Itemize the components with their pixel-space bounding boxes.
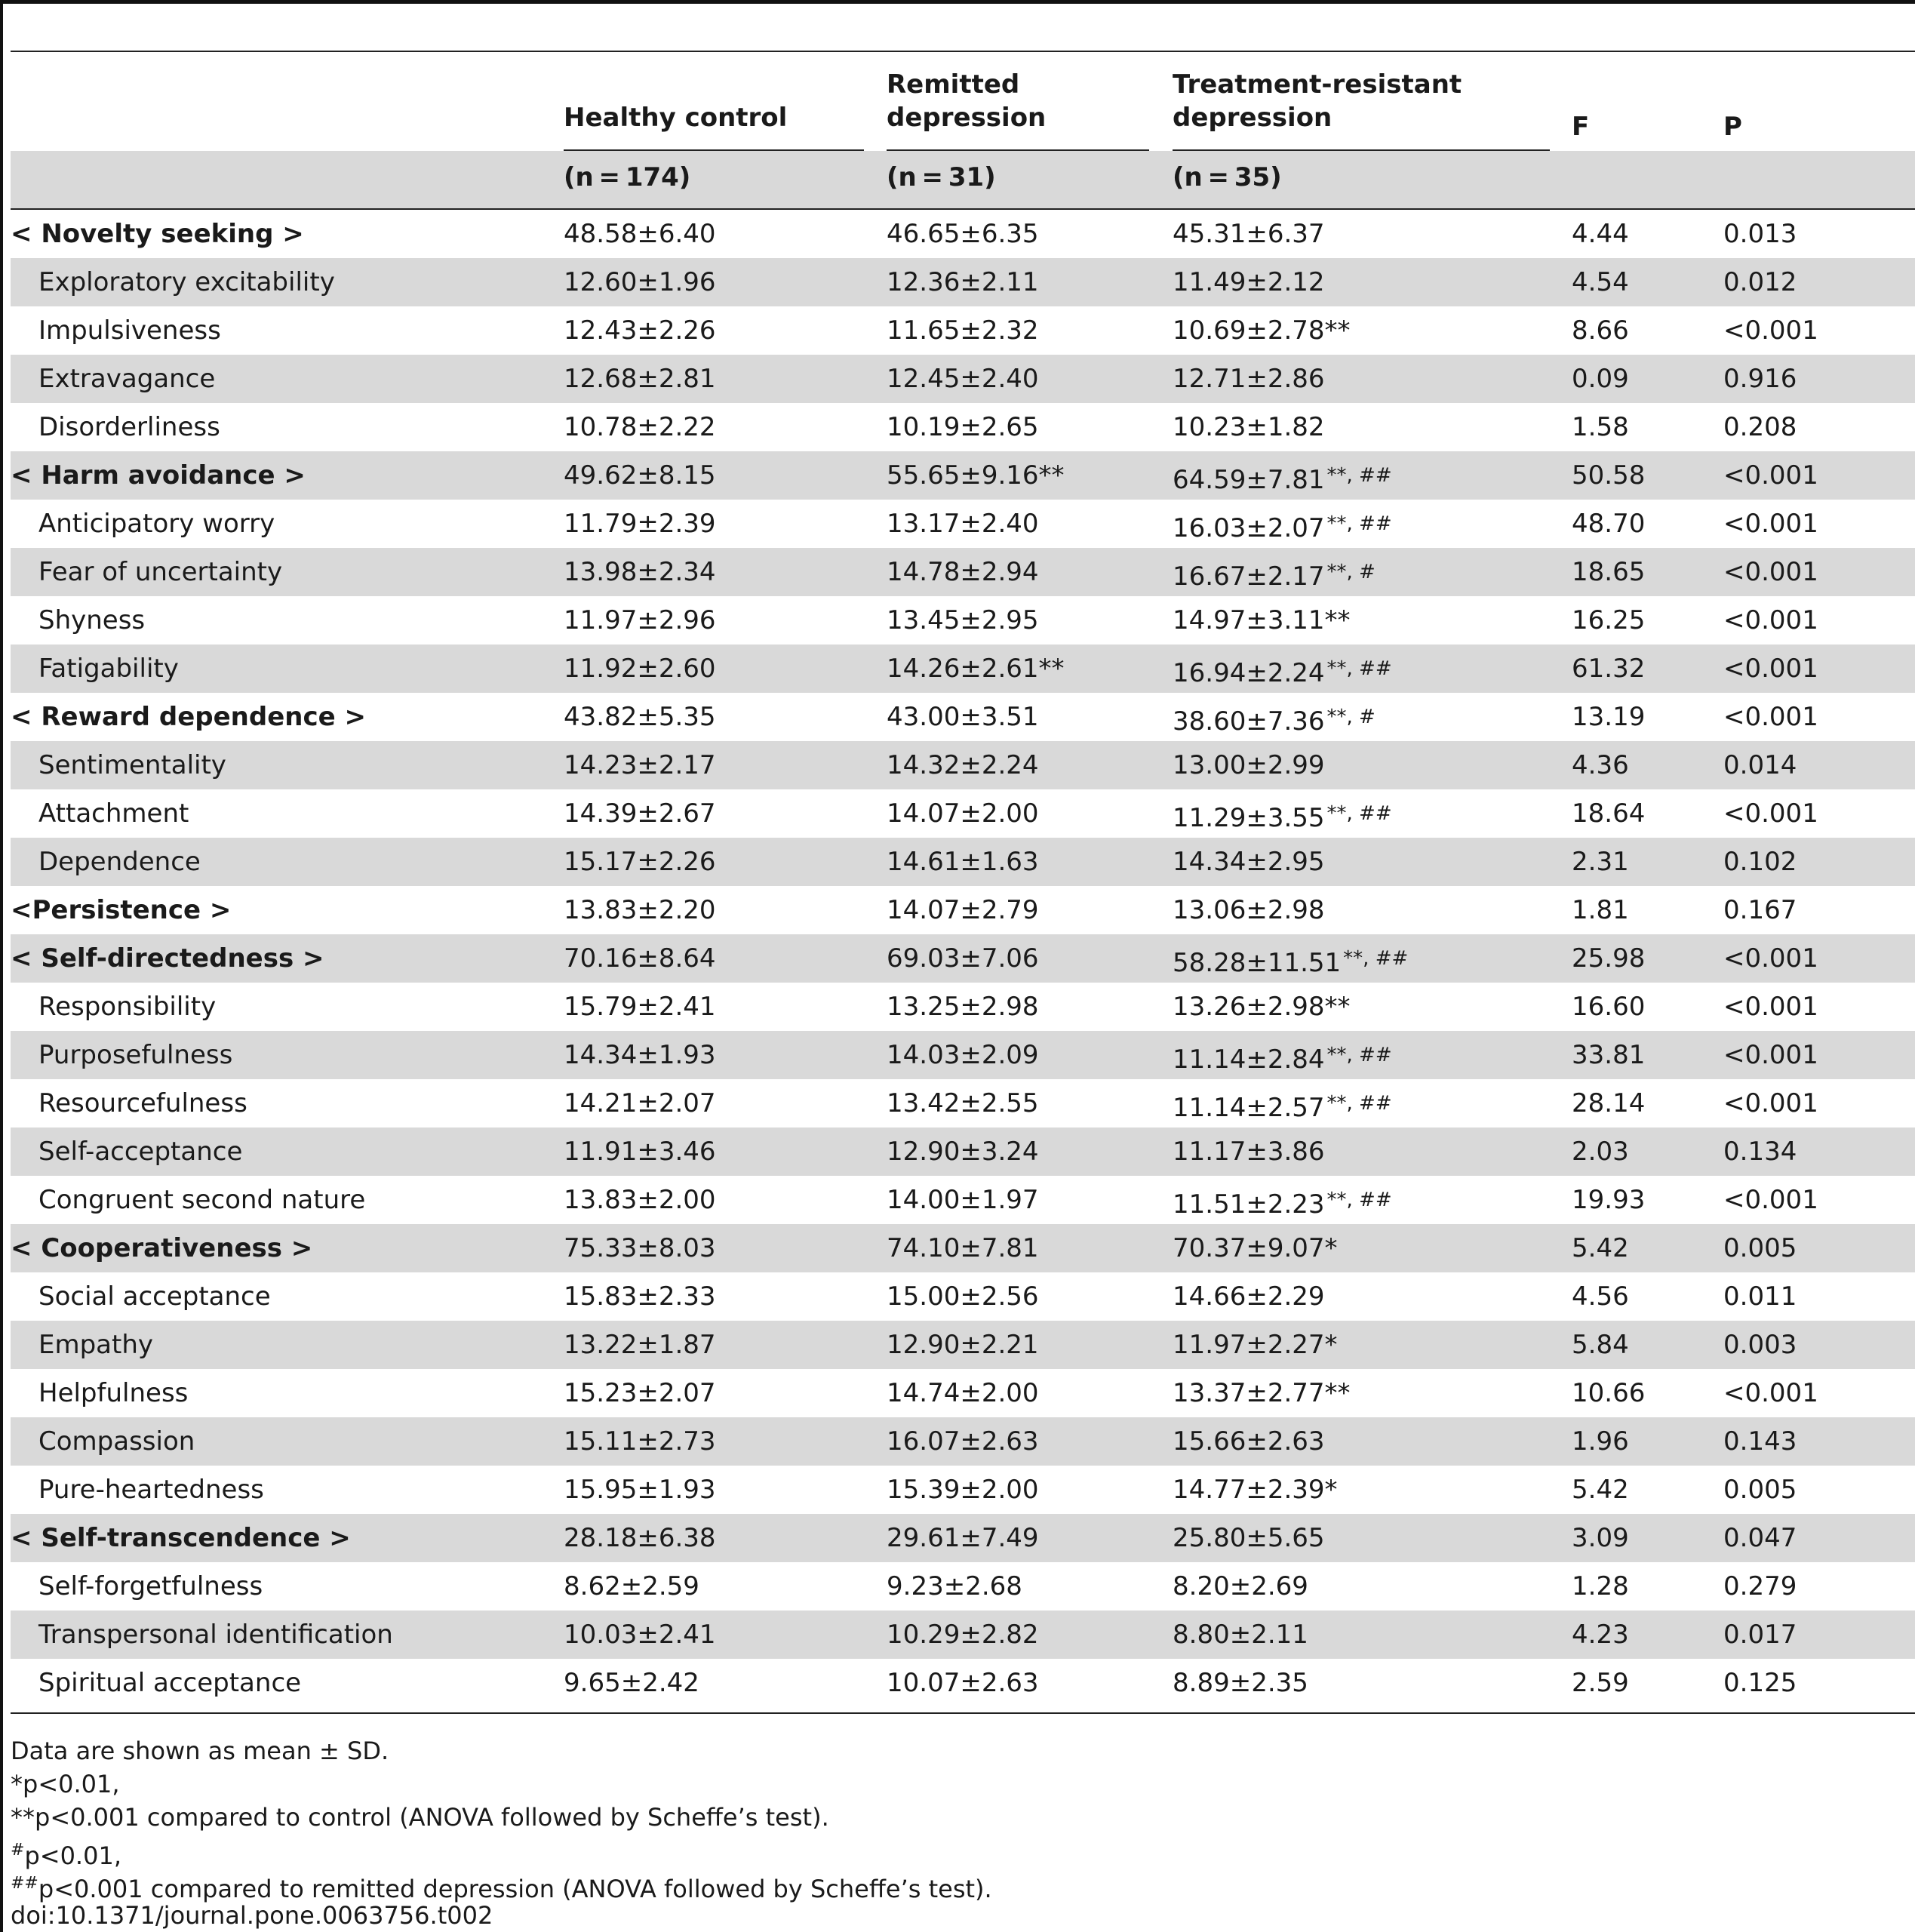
healthy-control-value: 13.22±1.87	[564, 1330, 716, 1360]
p-value: <0.001	[1723, 315, 1818, 346]
f-statistic: 10.66	[1572, 1378, 1646, 1408]
remitted-depression-value: 13.42±2.55	[887, 1088, 1039, 1118]
treatment-resistant-value: 45.31±6.37	[1173, 219, 1325, 249]
table-row	[11, 1128, 1915, 1176]
p-value: <0.001	[1723, 798, 1818, 829]
treatment-resistant-cell	[1173, 1659, 1308, 1707]
subscale-label: Anticipatory worry	[38, 509, 275, 539]
p-value: <0.001	[1723, 992, 1818, 1022]
table-row	[11, 1176, 1915, 1224]
table-row	[11, 1224, 1915, 1272]
table-row	[11, 548, 1915, 596]
treatment-resistant-cell	[1173, 1611, 1308, 1659]
p-value: 0.017	[1723, 1620, 1797, 1650]
treatment-resistant-cell	[1173, 403, 1325, 451]
treatment-resistant-cell	[1173, 1417, 1325, 1466]
remitted-depression-value: 12.45±2.40	[887, 364, 1039, 394]
subscale-label: Empathy	[38, 1330, 154, 1360]
table-row	[11, 500, 1915, 548]
treatment-resistant-value: 13.26±2.98**	[1173, 992, 1351, 1022]
remitted-depression-value: 12.90±2.21	[887, 1330, 1039, 1360]
p-value: <0.001	[1723, 1088, 1818, 1118]
significance-mark: **, ##	[1326, 512, 1392, 535]
p-value: <0.001	[1723, 460, 1818, 491]
remitted-depression-value: 14.61±1.63	[887, 847, 1039, 877]
treatment-resistant-value: 25.80±5.65	[1173, 1523, 1325, 1553]
dimension-label: < Self-directedness >	[11, 943, 324, 974]
f-statistic: 48.70	[1572, 509, 1646, 539]
treatment-resistant-cell	[1173, 1466, 1338, 1514]
healthy-control-value: 14.39±2.67	[564, 798, 716, 829]
remitted-depression-value: 14.32±2.24	[887, 750, 1039, 780]
p-value: 0.047	[1723, 1523, 1797, 1553]
p-value: <0.001	[1723, 702, 1818, 732]
healthy-control-value: 11.97±2.96	[564, 605, 716, 635]
treatment-resistant-cell	[1173, 355, 1325, 403]
treatment-resistant-value: 13.37±2.77**	[1173, 1378, 1351, 1408]
subscale-label: Dependence	[38, 847, 201, 877]
significance-mark: **, ##	[1326, 1092, 1392, 1115]
treatment-resistant-value: 11.14±2.84	[1173, 1044, 1325, 1075]
treatment-resistant-cell	[1173, 1128, 1325, 1176]
remitted-depression-value: 14.07±2.00	[887, 798, 1039, 829]
dimension-label: < Reward dependence >	[11, 702, 367, 732]
p-value: 0.014	[1723, 750, 1797, 780]
f-statistic: 33.81	[1572, 1040, 1646, 1070]
treatment-resistant-cell	[1173, 886, 1325, 934]
header-remitted-line2: depression	[887, 103, 1047, 133]
treatment-resistant-cell	[1173, 934, 1408, 983]
header-underline-trd	[1173, 149, 1550, 151]
table-row	[11, 1514, 1915, 1562]
treatment-resistant-value: 14.66±2.29	[1173, 1281, 1325, 1312]
healthy-control-value: 9.65±2.42	[564, 1668, 699, 1698]
footnote-single-hash-mark: #	[11, 1841, 25, 1860]
healthy-control-value: 15.23±2.07	[564, 1378, 716, 1408]
f-statistic: 2.31	[1572, 847, 1629, 877]
footnote-double-star: **p<0.001 compared to control (ANOVA followed by Scheffe’s test).	[11, 1803, 829, 1832]
treatment-resistant-value: 70.37±9.07*	[1173, 1233, 1338, 1263]
treatment-resistant-value: 11.51±2.23	[1173, 1189, 1325, 1220]
f-statistic: 1.28	[1572, 1571, 1629, 1601]
f-statistic: 4.44	[1572, 219, 1629, 249]
healthy-control-value: 10.03±2.41	[564, 1620, 716, 1650]
healthy-control-value: 70.16±8.64	[564, 943, 716, 974]
p-value: 0.003	[1723, 1330, 1797, 1360]
remitted-depression-value: 10.19±2.65	[887, 412, 1039, 442]
healthy-control-value: 14.21±2.07	[564, 1088, 716, 1118]
table-row	[11, 355, 1915, 403]
f-statistic: 5.42	[1572, 1233, 1629, 1263]
subscale-label: Pure-heartedness	[38, 1475, 264, 1505]
doi-text: doi:10.1371/journal.pone.0063756.t002	[11, 1901, 493, 1930]
treatment-resistant-value: 8.89±2.35	[1173, 1668, 1308, 1698]
f-statistic: 2.03	[1572, 1137, 1629, 1167]
subscale-label: Compassion	[38, 1426, 195, 1457]
remitted-depression-value: 15.39±2.00	[887, 1475, 1039, 1505]
treatment-resistant-cell	[1173, 1321, 1338, 1369]
f-statistic: 50.58	[1572, 460, 1646, 491]
p-value: <0.001	[1723, 943, 1818, 974]
healthy-control-value: 13.83±2.20	[564, 895, 716, 925]
treatment-resistant-cell	[1173, 1514, 1325, 1562]
treatment-resistant-cell	[1173, 741, 1325, 789]
table-row	[11, 693, 1915, 741]
p-value: 0.011	[1723, 1281, 1797, 1312]
treatment-resistant-value: 58.28±11.51	[1173, 948, 1342, 978]
table-row	[11, 1562, 1915, 1611]
subscale-label: Fear of uncertainty	[38, 557, 283, 587]
n-treatment-resistant: (n = 35)	[1173, 162, 1282, 192]
remitted-depression-value: 15.00±2.56	[887, 1281, 1039, 1312]
treatment-resistant-value: 11.14±2.57	[1173, 1093, 1325, 1123]
f-statistic: 16.25	[1572, 605, 1646, 635]
remitted-depression-value: 9.23±2.68	[887, 1571, 1022, 1601]
p-value: 0.279	[1723, 1571, 1797, 1601]
subscale-label: Spiritual acceptance	[38, 1668, 302, 1698]
table-row	[11, 1369, 1915, 1417]
p-value: <0.001	[1723, 654, 1818, 684]
treatment-resistant-value: 8.20±2.69	[1173, 1571, 1308, 1601]
treatment-resistant-value: 10.23±1.82	[1173, 412, 1325, 442]
subscale-label: Fatigability	[38, 654, 179, 684]
f-statistic: 25.98	[1572, 943, 1646, 974]
treatment-resistant-value: 16.67±2.17	[1173, 561, 1325, 592]
table-row	[11, 645, 1915, 693]
subscale-label: Disorderliness	[38, 412, 220, 442]
f-statistic: 1.58	[1572, 412, 1629, 442]
remitted-depression-value: 14.03±2.09	[887, 1040, 1039, 1070]
remitted-depression-value: 12.90±3.24	[887, 1137, 1039, 1167]
remitted-depression-value: 13.45±2.95	[887, 605, 1039, 635]
remitted-depression-value: 14.00±1.97	[887, 1185, 1039, 1215]
remitted-depression-value: 12.36±2.11	[887, 267, 1039, 297]
table-row	[11, 1659, 1915, 1707]
remitted-depression-value: 69.03±7.06	[887, 943, 1039, 974]
header-f: F	[1572, 112, 1590, 142]
f-statistic: 0.09	[1572, 364, 1629, 394]
treatment-resistant-cell	[1173, 1176, 1392, 1224]
subscale-label: Social acceptance	[38, 1281, 271, 1312]
p-value: <0.001	[1723, 1378, 1818, 1408]
significance-mark: **, ##	[1326, 1189, 1392, 1211]
treatment-resistant-cell	[1173, 983, 1351, 1031]
treatment-resistant-value: 14.97±3.11**	[1173, 605, 1351, 635]
remitted-depression-value: 16.07±2.63	[887, 1426, 1039, 1457]
treatment-resistant-cell	[1173, 258, 1325, 306]
table-row	[11, 596, 1915, 645]
table-row	[11, 403, 1915, 451]
table-row	[11, 451, 1915, 500]
healthy-control-value: 14.23±2.17	[564, 750, 716, 780]
treatment-resistant-value: 14.77±2.39*	[1173, 1475, 1338, 1505]
header-remitted-line1: Remitted	[887, 69, 1020, 100]
table-row	[11, 934, 1915, 983]
f-statistic: 4.36	[1572, 750, 1629, 780]
table-row	[11, 1417, 1915, 1466]
table-bottom-rule	[11, 1712, 1915, 1714]
subscale-label: Helpfulness	[38, 1378, 189, 1408]
left-border	[0, 0, 3, 1932]
treatment-resistant-value: 10.69±2.78**	[1173, 315, 1351, 346]
treatment-resistant-value: 64.59±7.81	[1173, 465, 1325, 495]
p-value: 0.167	[1723, 895, 1797, 925]
remitted-depression-value: 74.10±7.81	[887, 1233, 1039, 1263]
healthy-control-value: 12.43±2.26	[564, 315, 716, 346]
f-statistic: 3.09	[1572, 1523, 1629, 1553]
treatment-resistant-value: 8.80±2.11	[1173, 1620, 1308, 1650]
remitted-depression-value: 10.29±2.82	[887, 1620, 1039, 1650]
f-statistic: 16.60	[1572, 992, 1646, 1022]
footnote-double-hash-text: p<0.001 compared to remitted depression (ANOVA followed by Scheffe’s test).	[38, 1875, 992, 1903]
header-trd-line2: depression	[1173, 103, 1333, 133]
subscale-label: Congruent second nature	[38, 1185, 366, 1215]
table-row	[11, 789, 1915, 838]
footnote-single-hash-text: p<0.01,	[24, 1841, 121, 1870]
f-statistic: 13.19	[1572, 702, 1646, 732]
f-statistic: 28.14	[1572, 1088, 1646, 1118]
subscale-label: Exploratory excitability	[38, 267, 335, 297]
table-top-rule	[11, 51, 1915, 52]
treatment-resistant-cell	[1173, 1272, 1325, 1321]
remitted-depression-value: 11.65±2.32	[887, 315, 1039, 346]
healthy-control-value: 49.62±8.15	[564, 460, 716, 491]
subscale-label: Purposefulness	[38, 1040, 233, 1070]
dimension-label: < Self-transcendence >	[11, 1523, 351, 1553]
p-value: 0.125	[1723, 1668, 1797, 1698]
footnote-single-star: *p<0.01,	[11, 1770, 120, 1798]
table-row	[11, 1272, 1915, 1321]
n-healthy-control: (n = 174)	[564, 162, 691, 192]
remitted-depression-value: 43.00±3.51	[887, 702, 1039, 732]
treatment-resistant-cell	[1173, 548, 1376, 596]
f-statistic: 4.23	[1572, 1620, 1629, 1650]
dimension-label: < Cooperativeness >	[11, 1233, 313, 1263]
treatment-resistant-value: 13.06±2.98	[1173, 895, 1325, 925]
treatment-resistant-cell	[1173, 451, 1392, 500]
healthy-control-value: 15.17±2.26	[564, 847, 716, 877]
p-value: 0.134	[1723, 1137, 1797, 1167]
p-value: 0.005	[1723, 1475, 1797, 1505]
f-statistic: 61.32	[1572, 654, 1646, 684]
healthy-control-value: 15.79±2.41	[564, 992, 716, 1022]
p-value: 0.102	[1723, 847, 1797, 877]
table-row	[11, 886, 1915, 934]
f-statistic: 1.81	[1572, 895, 1629, 925]
p-value: <0.001	[1723, 1040, 1818, 1070]
subscale-label: Resourcefulness	[38, 1088, 247, 1118]
treatment-resistant-cell	[1173, 500, 1392, 548]
treatment-resistant-value: 13.00±2.99	[1173, 750, 1325, 780]
f-statistic: 19.93	[1572, 1185, 1646, 1215]
subscale-label: Extravagance	[38, 364, 216, 394]
header-underline-remitted	[887, 149, 1149, 151]
p-value: <0.001	[1723, 1185, 1818, 1215]
f-statistic: 5.42	[1572, 1475, 1629, 1505]
subscale-label: Sentimentality	[38, 750, 226, 780]
treatment-resistant-value: 11.49±2.12	[1173, 267, 1325, 297]
remitted-depression-value: 46.65±6.35	[887, 219, 1039, 249]
remitted-depression-value: 13.25±2.98	[887, 992, 1039, 1022]
treatment-resistant-cell	[1173, 1079, 1392, 1128]
table-row	[11, 210, 1915, 258]
treatment-resistant-value: 11.29±3.55	[1173, 803, 1325, 833]
healthy-control-value: 48.58±6.40	[564, 219, 716, 249]
remitted-depression-value: 10.07±2.63	[887, 1668, 1039, 1698]
footnote-double-hash-mark: ##	[11, 1874, 38, 1893]
treatment-resistant-cell	[1173, 789, 1392, 838]
table-row	[11, 1321, 1915, 1369]
healthy-control-value: 11.92±2.60	[564, 654, 716, 684]
treatment-resistant-value: 11.97±2.27*	[1173, 1330, 1338, 1360]
header-healthy-control: Healthy control	[564, 103, 788, 133]
significance-mark: **, ##	[1326, 657, 1392, 680]
p-value: 0.013	[1723, 219, 1797, 249]
table-row	[11, 1611, 1915, 1659]
healthy-control-value: 28.18±6.38	[564, 1523, 716, 1553]
subscale-label: Transpersonal identification	[38, 1620, 393, 1650]
table-row	[11, 838, 1915, 886]
healthy-control-value: 43.82±5.35	[564, 702, 716, 732]
treatment-resistant-cell	[1173, 210, 1325, 258]
header-p: P	[1723, 112, 1742, 142]
p-value: 0.916	[1723, 364, 1797, 394]
f-statistic: 18.65	[1572, 557, 1646, 587]
table-row	[11, 741, 1915, 789]
table-row	[11, 983, 1915, 1031]
remitted-depression-value: 14.07±2.79	[887, 895, 1039, 925]
remitted-depression-value: 13.17±2.40	[887, 509, 1039, 539]
healthy-control-value: 11.79±2.39	[564, 509, 716, 539]
remitted-depression-value: 14.26±2.61**	[887, 654, 1065, 684]
treatment-resistant-cell	[1173, 1224, 1338, 1272]
table-row	[11, 1466, 1915, 1514]
dimension-label: < Harm avoidance >	[11, 460, 306, 491]
significance-mark: **, ##	[1326, 1044, 1392, 1066]
dimension-label: <Persistence >	[11, 895, 232, 925]
healthy-control-value: 14.34±1.93	[564, 1040, 716, 1070]
treatment-resistant-cell	[1173, 306, 1351, 355]
table-row	[11, 258, 1915, 306]
treatment-resistant-cell	[1173, 838, 1325, 886]
treatment-resistant-cell	[1173, 645, 1392, 693]
treatment-resistant-cell	[1173, 1562, 1308, 1611]
healthy-control-value: 8.62±2.59	[564, 1571, 699, 1601]
treatment-resistant-value: 14.34±2.95	[1173, 847, 1325, 877]
treatment-resistant-cell	[1173, 596, 1351, 645]
p-value: <0.001	[1723, 509, 1818, 539]
p-value: <0.001	[1723, 557, 1818, 587]
treatment-resistant-value: 11.17±3.86	[1173, 1137, 1325, 1167]
treatment-resistant-value: 16.94±2.24	[1173, 658, 1325, 688]
footnote-data-format: Data are shown as mean ± SD.	[11, 1737, 389, 1765]
f-statistic: 18.64	[1572, 798, 1646, 829]
table-row	[11, 1031, 1915, 1079]
treatment-resistant-cell	[1173, 1031, 1392, 1079]
healthy-control-value: 13.98±2.34	[564, 557, 716, 587]
f-statistic: 1.96	[1572, 1426, 1629, 1457]
n-remitted: (n = 31)	[887, 162, 996, 192]
top-border	[0, 0, 1915, 4]
significance-mark: **, ##	[1326, 802, 1392, 825]
f-statistic: 8.66	[1572, 315, 1629, 346]
remitted-depression-value: 55.65±9.16**	[887, 460, 1065, 491]
subscale-label: Shyness	[38, 605, 146, 635]
healthy-control-value: 15.95±1.93	[564, 1475, 716, 1505]
significance-mark: **, #	[1326, 561, 1376, 583]
f-statistic: 2.59	[1572, 1668, 1629, 1698]
table-row	[11, 306, 1915, 355]
treatment-resistant-cell	[1173, 693, 1376, 741]
subscale-label: Self-acceptance	[38, 1137, 243, 1167]
remitted-depression-value: 14.74±2.00	[887, 1378, 1039, 1408]
subscale-label: Self-forgetfulness	[38, 1571, 263, 1601]
healthy-control-value: 75.33±8.03	[564, 1233, 716, 1263]
p-value: 0.005	[1723, 1233, 1797, 1263]
subscale-label: Responsibility	[38, 992, 217, 1022]
healthy-control-value: 10.78±2.22	[564, 412, 716, 442]
healthy-control-value: 15.11±2.73	[564, 1426, 716, 1457]
healthy-control-value: 11.91±3.46	[564, 1137, 716, 1167]
remitted-depression-value: 29.61±7.49	[887, 1523, 1039, 1553]
significance-mark: **, #	[1326, 706, 1376, 728]
healthy-control-value: 12.68±2.81	[564, 364, 716, 394]
table-row	[11, 1079, 1915, 1128]
healthy-control-value: 13.83±2.00	[564, 1185, 716, 1215]
p-value: 0.143	[1723, 1426, 1797, 1457]
subscale-label: Impulsiveness	[38, 315, 221, 346]
treatment-resistant-value: 12.71±2.86	[1173, 364, 1325, 394]
significance-mark: **, ##	[1326, 464, 1392, 487]
healthy-control-value: 15.83±2.33	[564, 1281, 716, 1312]
f-statistic: 4.54	[1572, 267, 1629, 297]
healthy-control-value: 12.60±1.96	[564, 267, 716, 297]
header-trd-line1: Treatment-resistant	[1173, 69, 1462, 100]
p-value: <0.001	[1723, 605, 1818, 635]
dimension-label: < Novelty seeking >	[11, 219, 304, 249]
header-underline-healthy	[564, 149, 864, 151]
remitted-depression-value: 14.78±2.94	[887, 557, 1039, 587]
p-value: 0.208	[1723, 412, 1797, 442]
f-statistic: 4.56	[1572, 1281, 1629, 1312]
treatment-resistant-value: 15.66±2.63	[1173, 1426, 1325, 1457]
p-value: 0.012	[1723, 267, 1797, 297]
significance-mark: **, ##	[1343, 947, 1409, 970]
treatment-resistant-cell	[1173, 1369, 1351, 1417]
treatment-resistant-value: 38.60±7.36	[1173, 706, 1325, 737]
f-statistic: 5.84	[1572, 1330, 1629, 1360]
treatment-resistant-value: 16.03±2.07	[1173, 513, 1325, 543]
subscale-label: Attachment	[38, 798, 189, 829]
